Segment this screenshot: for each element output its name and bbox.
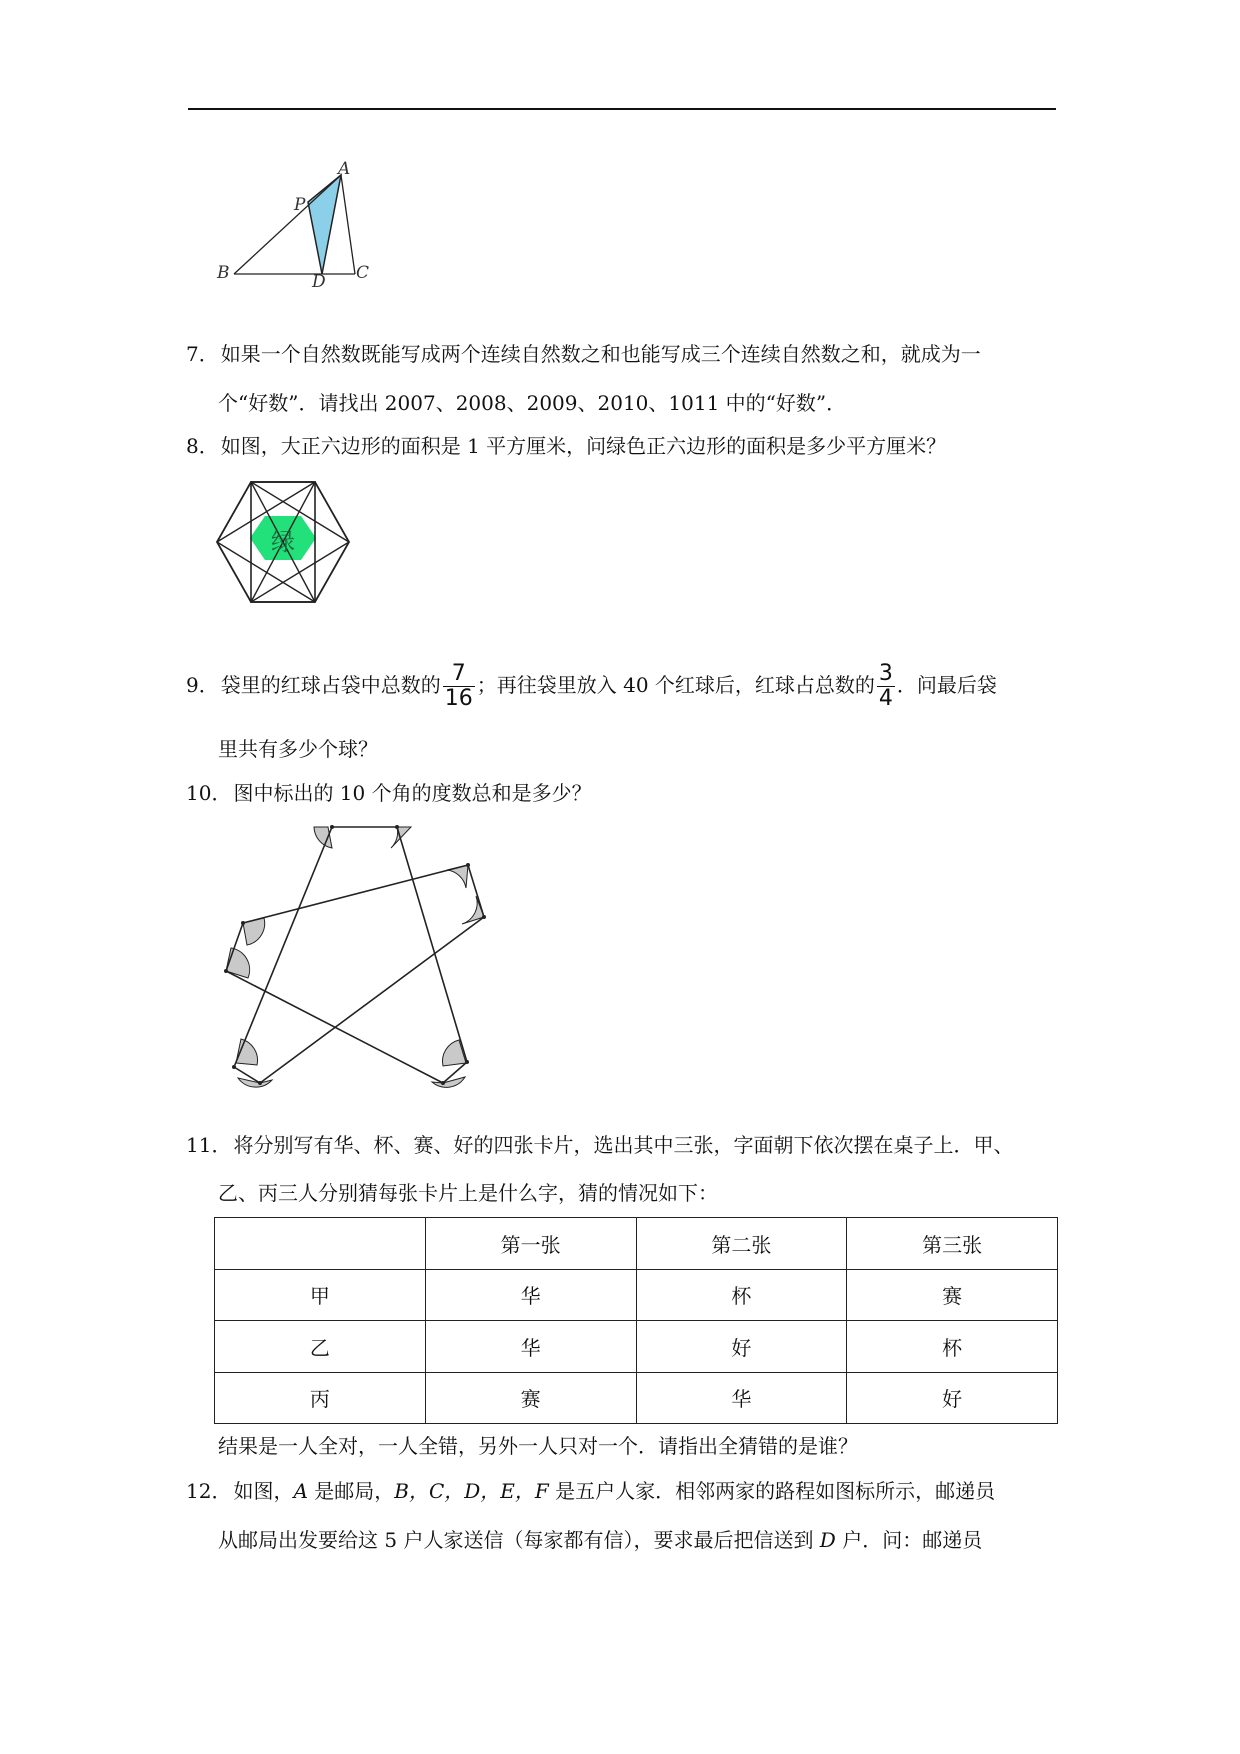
table-header-cell: 第一张 (425, 1218, 636, 1270)
table-cell: 华 (425, 1269, 636, 1321)
q10-text: 图中标出的 10 个角的度数总和是多少？ (233, 781, 592, 805)
label-p: P (294, 195, 306, 215)
angle-sector-1 (314, 827, 332, 848)
q7-number: 7． (186, 342, 219, 366)
q9-number: 9． (186, 673, 219, 697)
q8-text: 如图，大正六边形的面积是 1 平方厘米，问绿色正六边形的面积是多少平方厘米？ (220, 434, 947, 458)
q12-line1 (186, 1477, 995, 1505)
table-cell: 杯 (636, 1269, 847, 1321)
table-cell: 好 (636, 1321, 847, 1373)
table-row (215, 1269, 1058, 1321)
q11-line1 (186, 1131, 1013, 1159)
star-lines (226, 827, 484, 1083)
edge-left-long (234, 827, 332, 1067)
q7-text-1: 如果一个自然数既能写成两个连续自然数之和也能写成三个连续自然数之和，就成为一 (220, 342, 981, 366)
q9-text-3: ．问最后袋 (896, 673, 997, 697)
triangle-figure (214, 158, 384, 288)
q12-text-4: 从邮局出发要给这 5 户人家送信（每家都有信），要求最后把信送到 (218, 1528, 820, 1552)
frac2-denominator: 4 (878, 686, 893, 711)
edge-upper (243, 865, 468, 923)
q9-text-4: 里共有多少个球？ (218, 737, 378, 761)
frac1-numerator: 7 (443, 662, 475, 687)
table-cell: 好 (847, 1372, 1058, 1424)
q11-number: 11． (186, 1133, 232, 1157)
q11-line3 (218, 1432, 858, 1460)
angle-sector-2 (391, 827, 411, 848)
table-header-row (215, 1218, 1058, 1270)
fraction-3-4 (877, 662, 895, 711)
q9-line2 (218, 735, 378, 763)
label-d: D (312, 272, 326, 288)
table-cell: 华 (425, 1321, 636, 1373)
q12-text-3: 是五户人家．相邻两家的路程如图标所示，邮递员 (548, 1479, 996, 1503)
q9-text-1: 袋里的红球占袋中总数的 (220, 673, 441, 697)
hexagon-figure (214, 476, 360, 608)
angle-sector-9 (442, 1040, 466, 1066)
q12-var-a: A (293, 1479, 308, 1503)
q11-line2 (218, 1179, 718, 1207)
table-cell: 赛 (425, 1372, 636, 1424)
q12-text-1: 如图， (233, 1479, 294, 1503)
angle-sector-7 (236, 1039, 258, 1065)
q8-line (186, 432, 946, 460)
vertex-dots (224, 825, 486, 1085)
q10-number: 10． (186, 781, 232, 805)
table-header-cell: 第二张 (636, 1218, 847, 1270)
label-c: C (356, 263, 370, 283)
q12-line2 (218, 1526, 982, 1554)
edge-cross-2 (226, 971, 443, 1083)
q7-line2 (218, 389, 846, 417)
table-cell: 华 (636, 1372, 847, 1424)
q12-houses: B，C，D，E，F (394, 1479, 549, 1503)
table-header-cell: 第三张 (847, 1218, 1058, 1270)
angle-sectors (226, 827, 484, 1087)
table-cell: 杯 (847, 1321, 1058, 1373)
frac1-denominator: 16 (444, 686, 473, 711)
label-a: A (338, 159, 351, 179)
frac2-numerator: 3 (878, 661, 893, 686)
table-cell: 甲 (215, 1269, 426, 1321)
table-cell: 乙 (215, 1321, 426, 1373)
table-row (215, 1321, 1058, 1373)
q10-line (186, 779, 592, 807)
green-label: 绿 (271, 528, 295, 556)
guess-table (214, 1217, 1058, 1424)
q12-text-2: 是邮局， (307, 1479, 395, 1503)
label-b: B (217, 263, 230, 283)
segment-ac (341, 175, 355, 274)
header-rule (188, 108, 1056, 110)
q9-text-2: ；再往袋里放入 40 个红球后，红球占总数的 (476, 673, 875, 697)
q8-number: 8． (186, 434, 219, 458)
angles-figure (214, 820, 504, 1110)
table-row (215, 1372, 1058, 1424)
q7-line1 (186, 340, 981, 368)
table-header-cell (215, 1218, 426, 1270)
table-cell: 赛 (847, 1269, 1058, 1321)
q7-text-2: 个“好数”．请找出 2007、2008、2009、2010、1011 中的“好数”． (218, 391, 847, 415)
q12-number: 12． (186, 1479, 232, 1503)
q12-text-5: 户．问：邮递员 (835, 1528, 983, 1552)
fraction-7-16 (443, 662, 475, 711)
q11-text-3: 结果是一人全对，一人全错，另外一人只对一个．请指出全猜错的是谁？ (218, 1434, 858, 1458)
q11-text-2: 乙、丙三人分别猜每张卡片上是什么字，猜的情况如下： (218, 1181, 718, 1205)
edge-right-long (397, 827, 467, 1062)
table-cell: 丙 (215, 1372, 426, 1424)
q12-var-d: D (819, 1528, 836, 1552)
q9-line1 (186, 662, 997, 711)
q11-text-1: 将分别写有华、杯、赛、好的四张卡片，选出其中三张，字面朝下依次摆在桌子上．甲、 (233, 1133, 1014, 1157)
